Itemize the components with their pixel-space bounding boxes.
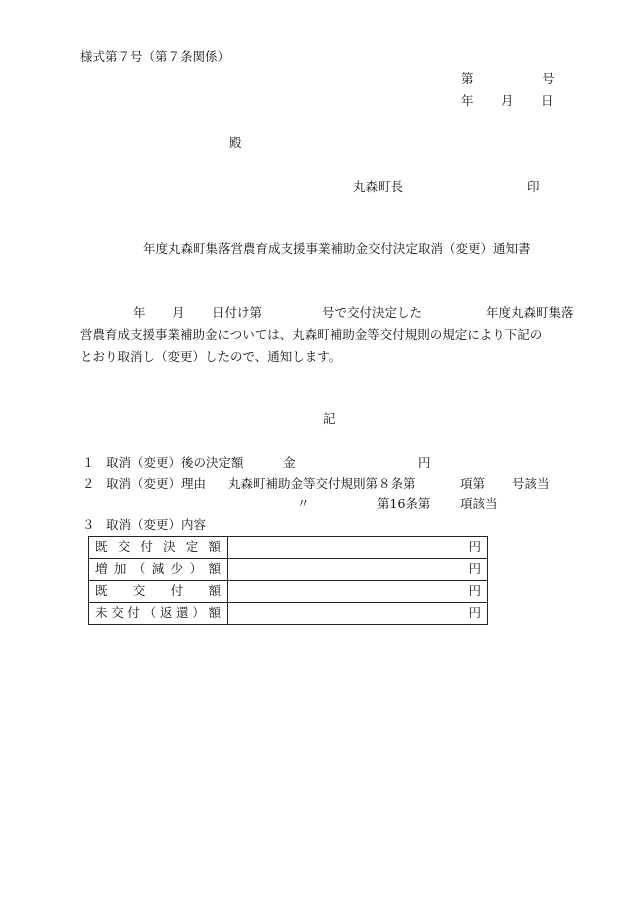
item2-kou-tougai: 項該当: [460, 496, 498, 511]
date-month: 月: [501, 93, 514, 108]
table-row: [89, 537, 488, 559]
table-row: [89, 603, 488, 625]
item2-number: ２: [82, 476, 95, 491]
item2-gou-tougai: 号該当: [512, 476, 550, 491]
issuer-title: 丸森町長: [353, 179, 404, 194]
body-year: 年: [133, 305, 146, 320]
item1-yen: 円: [418, 455, 431, 470]
table-row: [89, 581, 488, 603]
document-title: 年度丸森町集落営農育成支援事業補助金交付決定取消（変更）通知書: [143, 241, 531, 256]
row-label: 未交付（返還）額: [89, 603, 228, 625]
doc-number-suffix: 号: [542, 71, 555, 86]
doc-number-prefix: 第: [461, 71, 474, 86]
row-label: 既交付決定額: [89, 537, 228, 559]
row-unit: 円: [228, 559, 488, 581]
body-dated: 日付け第: [212, 305, 263, 320]
item1-label: 取消（変更）後の決定額: [106, 455, 244, 470]
item2-ditto-mark: 〃: [297, 496, 310, 511]
form-label: 様式第７号（第７条関係）: [80, 49, 231, 64]
breakdown-table: [88, 536, 488, 625]
seal-mark: 印: [527, 179, 540, 194]
row-unit: 円: [228, 603, 488, 625]
row-unit: 円: [228, 537, 488, 559]
table-row: [89, 559, 488, 581]
addressee-suffix: 殿: [229, 135, 242, 150]
body-number: 号で交付決定した: [322, 305, 423, 320]
item1-number: １: [82, 455, 95, 470]
body-line3: とおり取消し（変更）したので、通知します。: [80, 349, 342, 364]
ki-heading: 記: [323, 411, 336, 426]
body-line2: 営農育成支援事業補助金については、丸森町補助金等交付規則の規定により下記の: [80, 327, 543, 342]
item1-kin: 金: [283, 455, 296, 470]
date-day: 日: [541, 93, 554, 108]
item3-number: ３: [82, 517, 95, 532]
date-year: 年: [461, 93, 474, 108]
item2-rule: 丸森町補助金等交付規則第８条第: [228, 476, 416, 491]
row-label: 増加（減少）額: [89, 559, 228, 581]
row-label: 既交付額: [89, 581, 228, 603]
body-line1-tail: 年度丸森町集落: [486, 305, 574, 320]
item2-label: 取消（変更）理由: [106, 476, 207, 491]
row-unit: 円: [228, 581, 488, 603]
item2-rule16: 第16条第: [377, 496, 431, 511]
body-month: 月: [172, 305, 185, 320]
item2-kou: 項第: [460, 476, 486, 491]
item3-label: 取消（変更）内容: [106, 517, 207, 532]
